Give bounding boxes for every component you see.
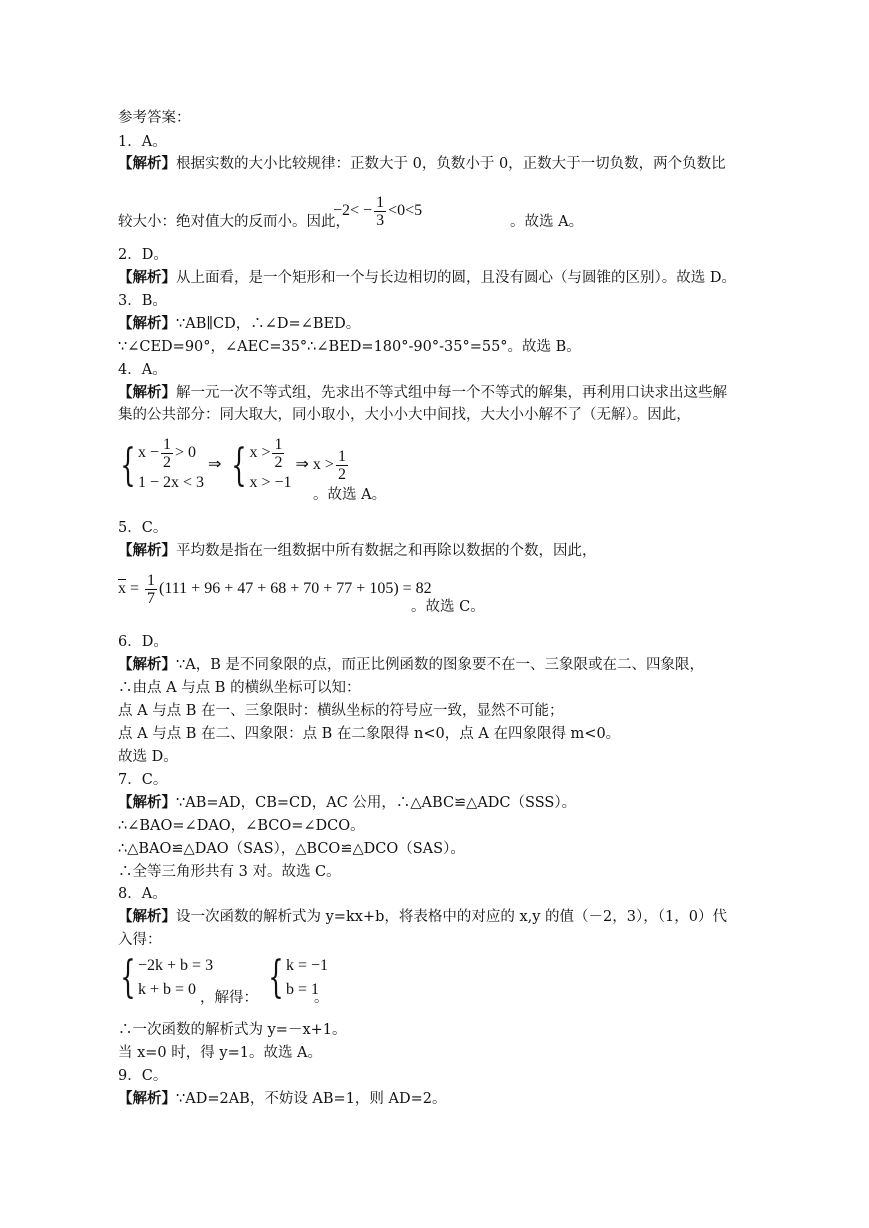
q2-answer: 2．D。 [118,247,168,263]
q6-analysis-line5: 故选 D。 [118,749,178,765]
q4-answer: 4．A。 [118,362,167,378]
analysis-tag: 【解析】 [118,542,176,559]
analysis-tag: 【解析】 [118,1090,176,1107]
analysis-tag: 【解析】 [118,794,176,811]
q5-answer: 5．C。 [118,520,168,536]
q7-analysis-line3: ∴△BAO≌△DAO（SAS），△BCO≌△DCO（SAS）。 [118,841,465,857]
q6-analysis-line4: 点 A 与点 B 在二、四象限：点 B 在二象限得 n<0，点 A 在四象限得 m<0。 [118,726,621,742]
analysis-tag: 【解析】 [118,908,176,925]
q3-analysis-line1: 【解析】∵AB∥CD，∴∠D=∠BED。 [118,315,361,332]
q7-analysis-line4: ∴全等三角形共有 3 对。故选 C。 [118,864,341,880]
q1-fraction: $\frac{1}{3}$ [376,194,385,229]
analysis-tag: 【解析】 [118,384,176,401]
q8-analysis-line1: 【解析】设一次函数的解析式为 y=kx+b，将表格中的对应的 x,y 的值（－2，3），（1，0）代 [118,908,727,925]
q4-system-1: { x − $\frac{1}{2}$ > 0 1 − 2x < 3 [120,436,205,491]
q8-tail: 。 [314,990,329,1006]
q8-analysis-line2: 入得： [118,932,162,948]
q3-answer: 3．B。 [118,293,167,309]
q8-system-2: { k = −1 b = 1 [268,952,329,1003]
q4-analysis-line1: 【解析】解一元一次不等式组，先求出不等式组中每一个不等式的解集，再利用口诀求出这些解 [118,384,727,401]
q7-analysis-line1: 【解析】∵AB=AD，CB=CD，AC 公用，∴△ABC≌△ADC（SSS）。 [118,794,577,811]
q1-answer: 1．A。 [118,134,167,150]
analysis-tag: 【解析】 [118,315,176,332]
implies-symbol: ⇒ [208,456,222,474]
q5-tail: 。故选 C。 [411,599,485,615]
q9-analysis-line1: 【解析】∵AD=2AB，不妨设 AB=1，则 AD=2。 [118,1090,447,1107]
brace-icon: { [231,439,248,491]
q2-analysis-line1: 【解析】从上面看，是一个矩形和一个与长边相切的圆，且没有圆心（与圆锥的区别）。故选 D。 [118,269,736,286]
q8-analysis-line4: 当 x=0 时，得 y=1。故选 A。 [118,1045,323,1061]
answers-heading: 参考答案： [118,110,191,126]
q4-result: ⇒ x > $\frac{1}{2}$ [295,448,346,483]
brace-icon: { [268,952,284,1003]
q3-analysis-line2: ∵∠CED=90°，∠AEC=35°∴∠BED=180°-90°-35°=55°。故选 B。 [118,339,581,355]
q6-answer: 6．D。 [118,634,168,650]
q8-analysis-line3: ∴一次函数的解析式为 y=－x+1。 [118,1022,347,1038]
brace-icon: { [120,439,136,491]
q6-analysis-line2: ∴由点 A 与点 B 的横纵坐标可以知： [118,680,361,696]
q9-answer: 9．C。 [118,1068,168,1084]
q7-analysis-line2: ∴∠BAO=∠DAO，∠BCO=∠DCO。 [118,818,365,834]
q1-analysis-line1: 【解析】根据实数的大小比较规律：正数大于 0，负数小于 0，正数大于一切负数，两个负数比 [118,155,726,172]
q8-mid: ，解得： [200,990,258,1006]
analysis-tag: 【解析】 [118,155,176,172]
q7-answer: 7．C。 [118,772,168,788]
q8-answer: 8．A。 [118,886,167,902]
q5-mean-formula: $\overline{x}$ = $\frac{1}{7}$ (111 + 96 + 47 + 68 + 70 + 77 + 105) = 82 [118,572,432,607]
q1-tail: 。故选 A。 [510,214,584,230]
q6-analysis-line1: 【解析】∵A，B 是不同象限的点，而正比例函数的图象要不在一、三象限或在二、四象限， [118,656,704,673]
q6-analysis-line3: 点 A 与点 B 在一、三象限时：横纵坐标的符号应一致，显然不可能； [118,703,564,719]
analysis-tag: 【解析】 [118,656,176,673]
q4-tail: 。故选 A。 [313,487,387,503]
brace-icon: { [120,952,136,1003]
q8-system-1: { −2k + b = 3 k + b = 0 [120,952,214,1003]
q4-analysis-line2: 集的公共部分：同大取大，同小取小，大小小大中间找，大大小小解不了（无解）。因此， [118,407,691,423]
q1-analysis-line2: 较大小：绝对值大的反而小。因此， [118,214,350,230]
q5-analysis-line1: 【解析】平均数是指在一组数据中所有数据之和再除以数据的个数，因此， [118,542,597,559]
analysis-tag: 【解析】 [118,269,176,286]
q4-system-2: { x > $\frac{1}{2}$ x > −1 [231,436,292,491]
q1-math: −2< − $\frac{1}{3}$ <0<5 [333,194,423,229]
